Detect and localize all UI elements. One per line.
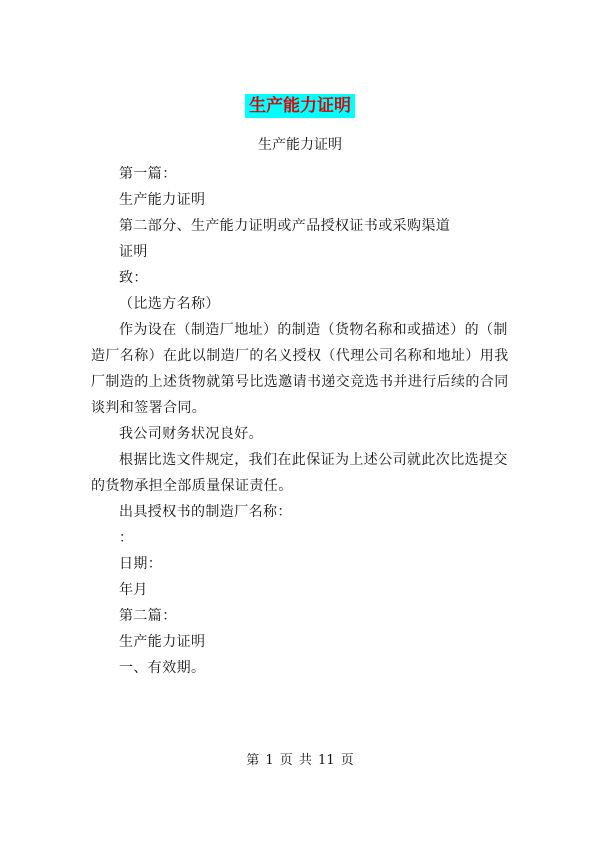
paragraph: 第二篇： bbox=[119, 608, 177, 624]
paragraph: 证明 bbox=[119, 244, 148, 260]
paragraph: 第二部分、生产能力证明或产品授权证书或采购渠道 bbox=[119, 218, 451, 234]
paragraph: 生产能力证明 bbox=[119, 634, 206, 650]
paragraph: ： bbox=[119, 530, 134, 546]
document-body bbox=[91, 161, 511, 681]
document-title-text: 生产能力证明 bbox=[245, 94, 355, 118]
paragraph: 致： bbox=[119, 270, 148, 286]
paragraph: 第一篇： bbox=[119, 166, 177, 182]
paragraph: 一、有效期。 bbox=[119, 660, 206, 676]
paragraph: 根据比选文件规定，我们在此保证为上述公司就此次比选提交的货物承担全部质量保证责任。 bbox=[91, 452, 508, 494]
document-title bbox=[0, 94, 600, 118]
paragraph: （比选方名称） bbox=[119, 296, 220, 312]
paragraph: 日期： bbox=[119, 556, 163, 572]
paragraph: 出具授权书的制造厂名称： bbox=[119, 504, 292, 520]
paragraph: 我公司财务状况良好。 bbox=[119, 426, 263, 442]
paragraph: 年月 bbox=[119, 582, 148, 598]
paragraph: 作为设在（制造厂地址）的制造（货物名称和或描述）的（制造厂名称）在此以制造厂的名义授权（代理公司名称和地址）用我厂制造的上述货物就第号比选邀请书递交竞选书并进行后续的合同谈判和签署合同。 bbox=[91, 322, 509, 416]
document-subtitle: 生产能力证明 bbox=[258, 137, 342, 153]
page-number-footer: 第 1 页 共 11 页 bbox=[246, 753, 354, 768]
paragraph: 生产能力证明 bbox=[119, 192, 206, 208]
